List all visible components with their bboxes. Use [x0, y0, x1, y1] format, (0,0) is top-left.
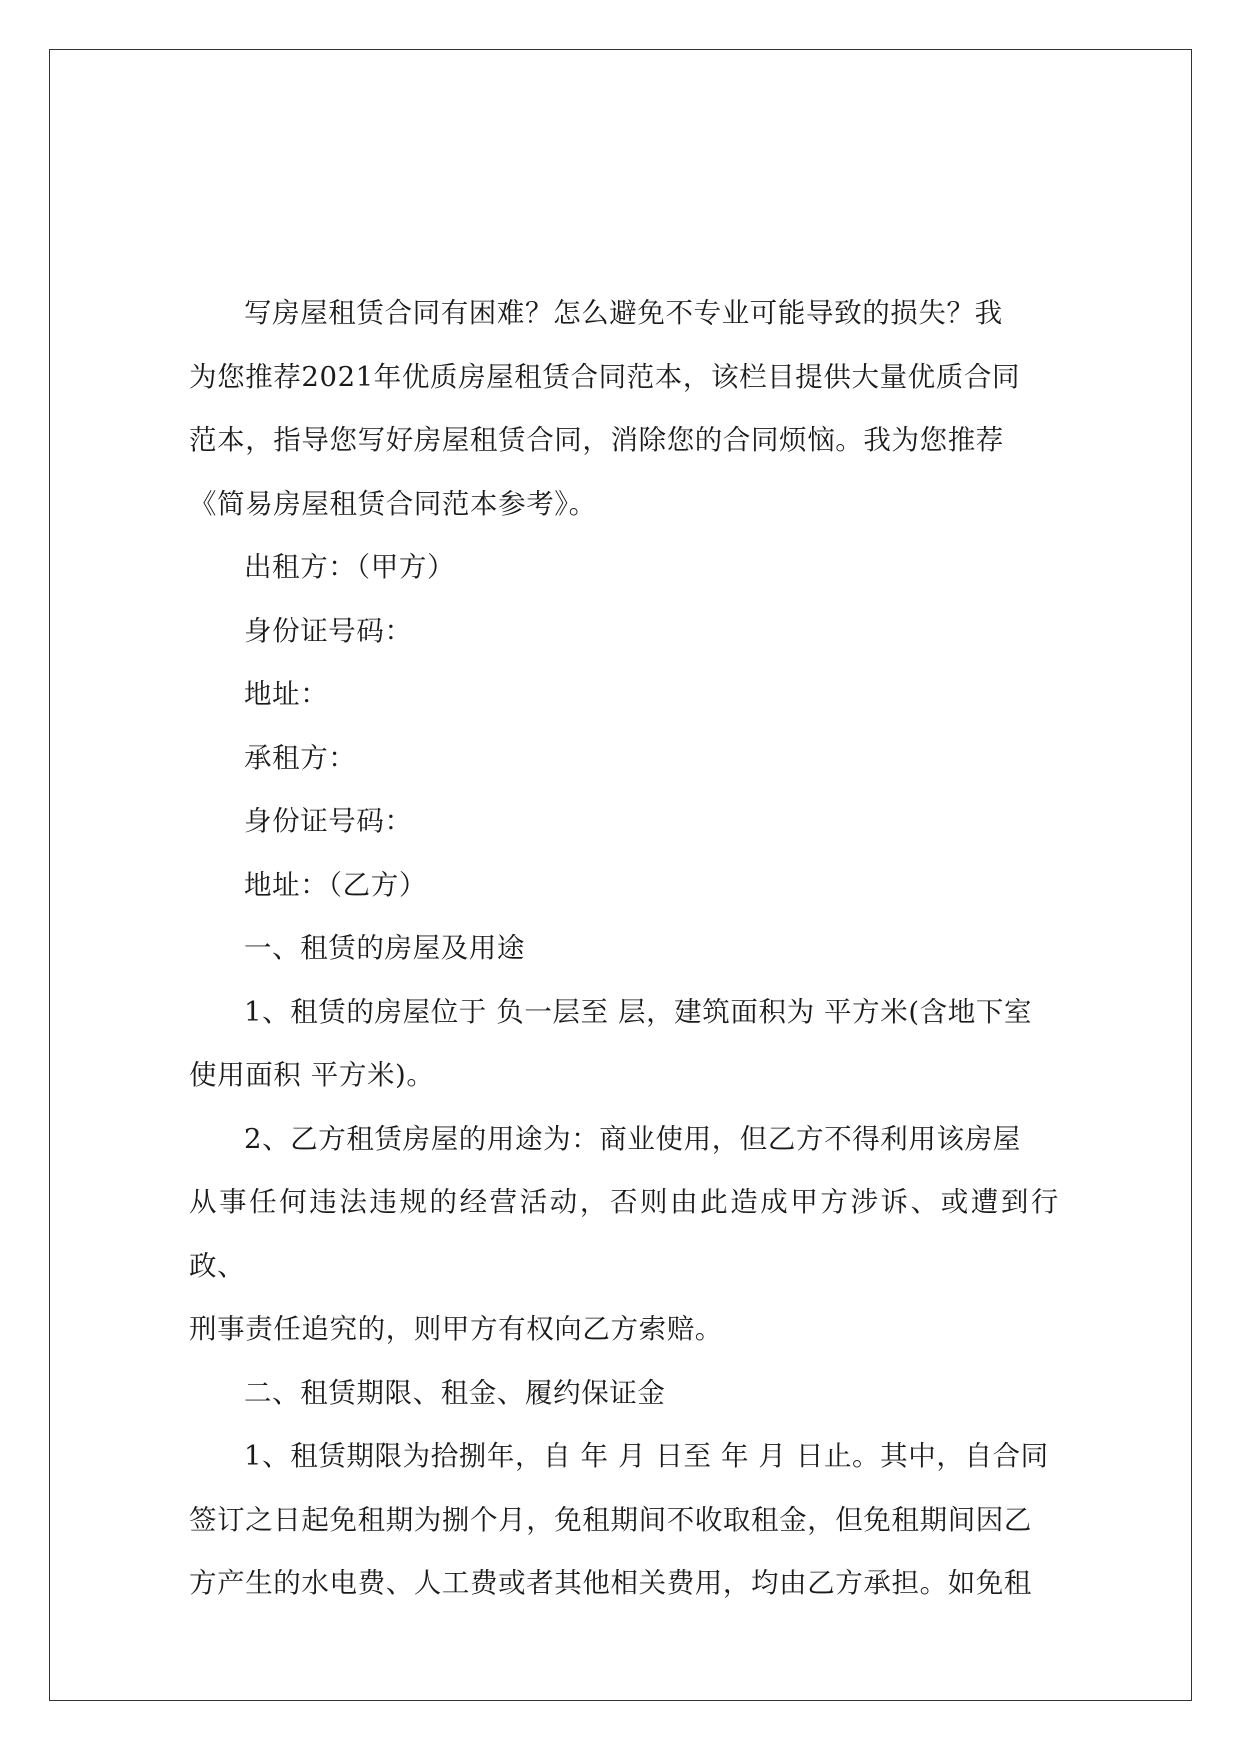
document-body: [189, 282, 1059, 1616]
lessee-label: 承租方：: [244, 741, 357, 774]
intro-line-4: 《简易房屋租赁合同范本参考》。: [189, 487, 597, 520]
lessee-id-label: 身份证号码：: [244, 805, 413, 837]
lessor-label: 出租方：（甲方）: [244, 551, 456, 583]
lessor-id-label: 身份证号码：: [244, 614, 413, 647]
clause-1-1-line-2: 使用面积 平方米)。: [189, 1059, 435, 1091]
clause-2-1-line-1: 1、租赁期限为拾捌年，自 年 月 日至 年 月 日止。其中，自合同: [244, 1440, 1049, 1472]
clause-1-2-line-1: 2、乙方租赁房屋的用途为：商业使用，但乙方不得利用该房屋: [244, 1122, 1021, 1155]
clause-1-2-line-2: 从事任何违法违规的经营活动，否则由此造成甲方涉诉、或遭到行政、: [189, 1186, 1059, 1282]
lessor-address-label: 地址：: [244, 678, 329, 710]
clause-2-1-line-2: 签订之日起免租期为捌个月，免租期间不收取租金，但免租期间因乙: [189, 1503, 1032, 1536]
intro-line-2: 为您推荐2021年优质房屋租赁合同范本，该栏目提供大量优质合同: [189, 360, 1021, 393]
intro-line-1: 写房屋租赁合同有困难？怎么避免不专业可能导致的损失？我: [244, 297, 1003, 329]
clause-1-1-line-1: 1、租赁的房屋位于 负一层至 层，建筑面积为 平方米(含地下室: [244, 995, 1033, 1028]
lessee-address-label: 地址：（乙方）: [244, 868, 427, 901]
section-heading-2: 二、租赁期限、租金、履约保证金: [244, 1376, 666, 1409]
clause-1-2-line-3: 刑事责任追究的，则甲方有权向乙方索赔。: [189, 1313, 723, 1345]
section-heading-1: 一、租赁的房屋及用途: [244, 932, 525, 964]
clause-2-1-line-3: 方产生的水电费、人工费或者其他相关费用，均由乙方承担。如免租: [189, 1567, 1032, 1599]
intro-line-3: 范本，指导您写好房屋租赁合同，消除您的合同烦恼。我为您推荐: [189, 424, 1004, 456]
